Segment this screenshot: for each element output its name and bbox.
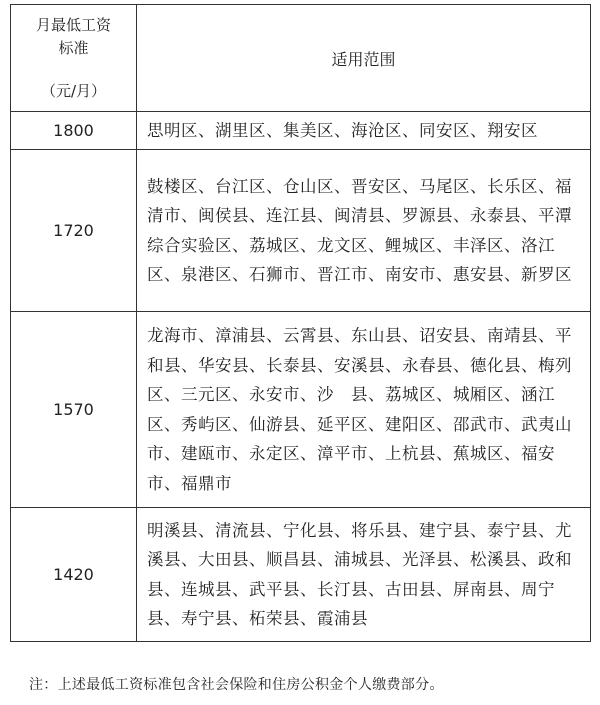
header-applicable-scope: 适用范围 <box>137 5 591 112</box>
applicable-areas: 思明区、湖里区、集美区、海沧区、同安区、翔安区 <box>137 112 591 150</box>
header-wage-label-line1: 月最低工资 <box>35 15 111 34</box>
wage-amount: 1420 <box>11 508 137 642</box>
applicable-areas: 鼓楼区、台江区、仓山区、晋安区、马尾区、长乐区、福清市、闽侯县、连江县、闽清县、罗源县、永泰县、平潭综合实验区、荔城区、龙文区、鲤城区、丰泽区、洛江区、泉港区、石狮市、晋江市、南安市、惠安县、新罗区 <box>137 150 591 312</box>
table-header-row <box>11 5 591 112</box>
table-row <box>11 150 591 312</box>
header-wage-unit: （元/月） <box>40 81 107 100</box>
wage-amount: 1720 <box>11 150 137 312</box>
wage-amount: 1800 <box>11 112 137 150</box>
header-wage-standard <box>11 5 137 112</box>
minimum-wage-table <box>10 4 591 642</box>
wage-amount: 1570 <box>11 312 137 508</box>
table-row <box>11 508 591 642</box>
applicable-areas: 龙海市、漳浦县、云霄县、东山县、诏安县、南靖县、平和县、华安县、长泰县、安溪县、永春县、德化县、梅列区、三元区、永安市、沙 县、荔城区、城厢区、涵江区、秀屿区、仙游县、延平区、建阳区、邵武市、武夷山市、建瓯市、永定区、漳平市、上杭县、蕉城区、福安市、福鼎市 <box>137 312 591 508</box>
header-wage-label-line2: 标准 <box>58 38 89 57</box>
footnote: 注：上述最低工资标准包含社会保险和住房公积金个人缴费部分。 <box>29 677 444 693</box>
table-row <box>11 312 591 508</box>
applicable-areas: 明溪县、清流县、宁化县、将乐县、建宁县、泰宁县、尤溪县、大田县、顺昌县、浦城县、光泽县、松溪县、政和县、连城县、武平县、长汀县、古田县、屏南县、周宁县、寿宁县、柘荣县、霞浦县 <box>137 508 591 642</box>
table-row <box>11 112 591 150</box>
